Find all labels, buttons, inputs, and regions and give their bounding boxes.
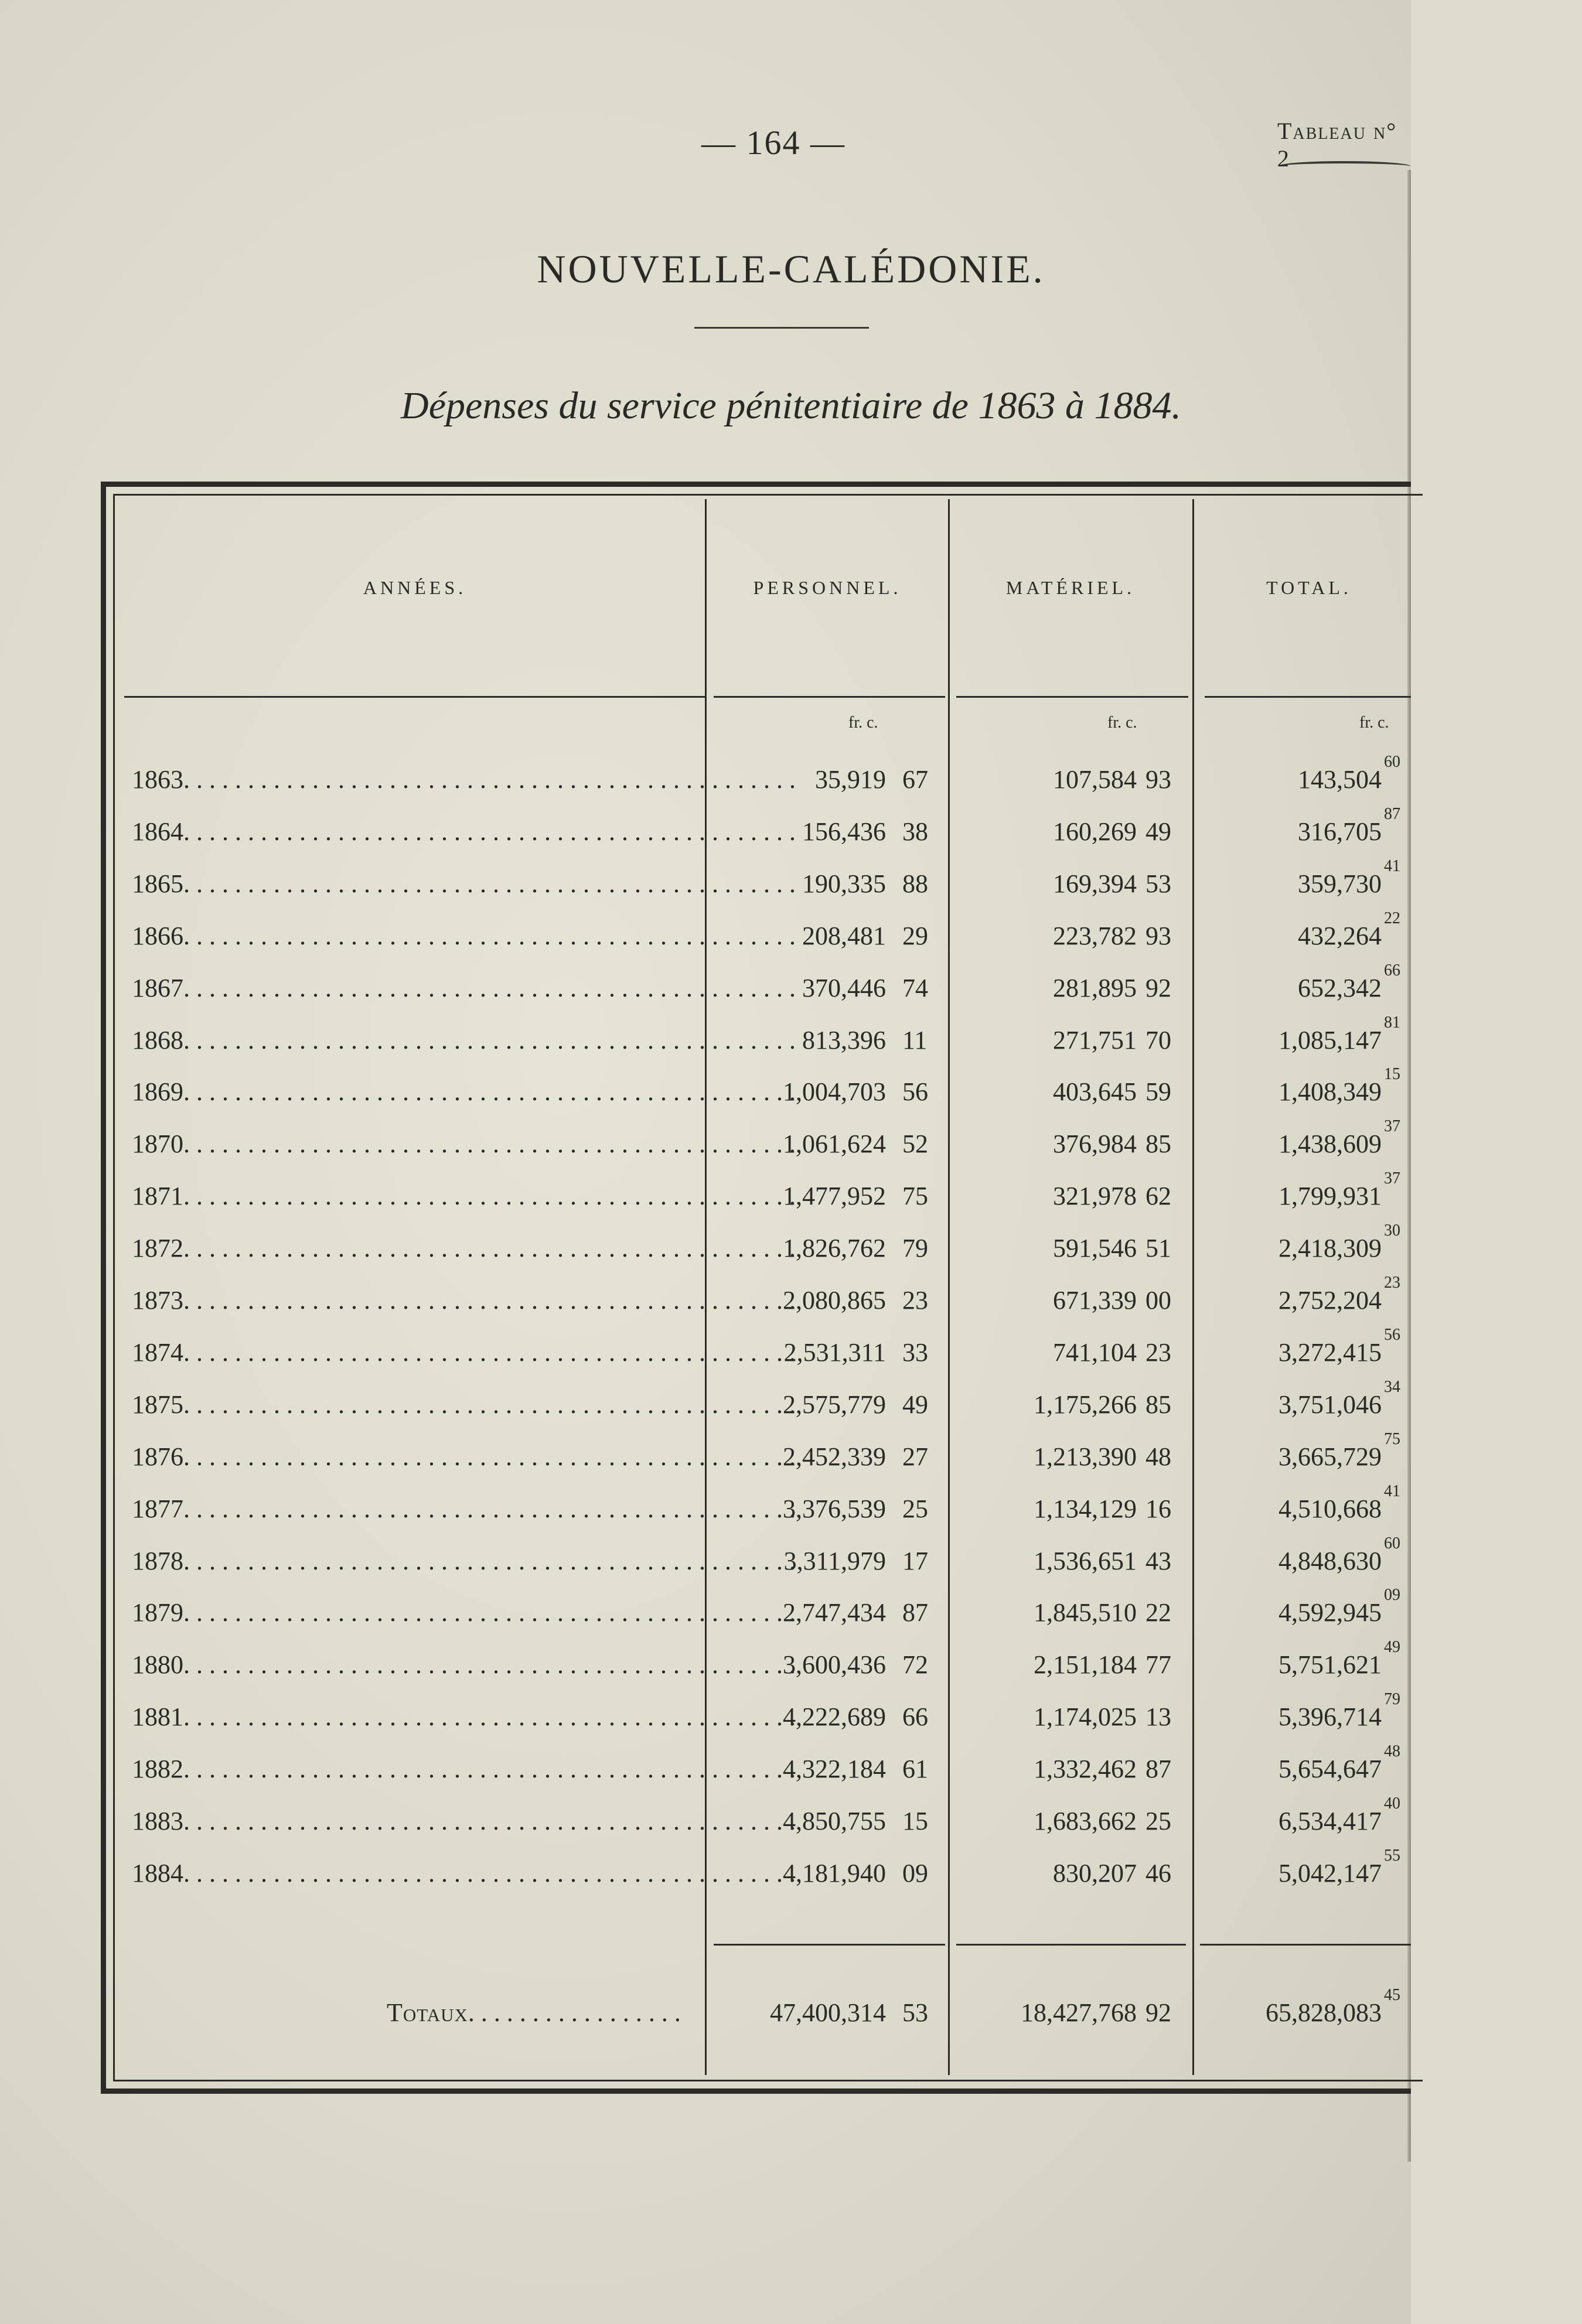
row-materiel-cents: 13 [1145,1702,1171,1731]
row-personnel: 2,080,865 [783,1286,886,1315]
row-materiel: 223,782 [1053,922,1137,950]
row-materiel-cents: 92 [1145,974,1171,1002]
title-rule [694,327,869,329]
row-materiel-cents: 46 [1145,1859,1171,1888]
row-year: 1863. . . . . . . . . . . . . . . . . . . . . . . . . . . . . . . . . . . . . . . . . . . . . . . . [132,765,796,794]
header-rule-annees [124,696,705,698]
row-personnel: 2,747,434 [783,1598,886,1627]
row-total: 1,438,609 [1278,1129,1382,1158]
totals-row [0,1986,1411,2049]
row-personnel-cents: 66 [902,1702,928,1731]
table-row [0,1013,1411,1077]
totals-personnel-cents: 53 [902,1998,928,2027]
row-year: 1875. . . . . . . . . . . . . . . . . . . . . . . . . . . . . . . . . . . . . . . . . . . . . . . . [132,1390,796,1419]
header-personnel: PERSONNEL. [753,577,902,598]
row-personnel-cents: 09 [902,1859,928,1888]
table-row [0,1221,1411,1285]
row-personnel: 1,826,762 [783,1234,886,1262]
leader-dots: . . . . . . . . . . . . . . . . . . . . . . . . . . . . . . . . . . . . . . . . . . . . . . . . [183,1390,796,1419]
table-row [0,1065,1411,1128]
row-total-cents: 60 [1384,753,1400,771]
totals-label: Totaux. . . . . . . . . . . . . . . . . [387,1998,681,2027]
table-row [0,1742,1411,1806]
row-year: 1872. . . . . . . . . . . . . . . . . . . . . . . . . . . . . . . . . . . . . . . . . . . . . . . . [132,1234,796,1262]
table-row [0,1690,1411,1753]
leader-dots: . . . . . . . . . . . . . . . . . . . . . . . . . . . . . . . . . . . . . . . . . . . . . . . . [183,922,796,950]
row-materiel: 591,546 [1053,1234,1137,1262]
table-row [0,1534,1411,1598]
row-personnel-cents: 27 [902,1442,928,1471]
row-personnel-cents: 74 [902,974,928,1002]
row-total: 359,730 [1298,869,1382,898]
row-materiel: 830,207 [1053,1859,1137,1888]
row-total-cents: 37 [1384,1169,1400,1187]
totals-rule-personnel [714,1944,945,1946]
row-total: 5,654,647 [1278,1755,1382,1783]
row-total-cents: 56 [1384,1326,1400,1344]
row-materiel: 1,174,025 [1034,1702,1137,1731]
totals-materiel: 18,427,768 [1021,1998,1137,2027]
row-materiel: 376,984 [1053,1129,1137,1158]
row-total: 143,504 [1298,765,1382,794]
leader-dots: . . . . . . . . . . . . . . . . . . . . . . . . . . . . . . . . . . . . . . . . . . . . . . . . [183,1494,796,1523]
row-year: 1868. . . . . . . . . . . . . . . . . . . . . . . . . . . . . . . . . . . . . . . . . . . . . . . . [132,1026,796,1054]
header-materiel: MATÉRIEL. [1005,577,1136,598]
row-materiel-cents: 53 [1145,869,1171,898]
row-year: 1881. . . . . . . . . . . . . . . . . . . . . . . . . . . . . . . . . . . . . . . . . . . . . . . . [132,1702,796,1731]
leader-dots: . . . . . . . . . . . . . . . . . . . . . . . . . . . . . . . . . . . . . . . . . . . . . . . . [183,817,796,846]
row-year: 1882. . . . . . . . . . . . . . . . . . . . . . . . . . . . . . . . . . . . . . . . . . . . . . . . [132,1755,796,1783]
row-materiel: 1,213,390 [1034,1442,1137,1471]
table-row [0,753,1411,816]
row-total-cents: 66 [1384,961,1400,980]
row-total-cents: 41 [1384,857,1400,875]
leader-dots: . . . . . . . . . . . . . . . . . [468,1998,681,2027]
row-personnel-cents: 49 [902,1390,928,1419]
row-total-cents: 41 [1384,1482,1400,1500]
row-personnel-cents: 38 [902,817,928,846]
row-total-cents: 60 [1384,1534,1400,1552]
row-materiel: 1,845,510 [1034,1598,1137,1627]
row-total-cents: 22 [1384,909,1400,927]
row-personnel: 813,396 [802,1026,886,1054]
row-personnel: 35,919 [815,765,886,794]
row-materiel-cents: 22 [1145,1598,1171,1627]
row-materiel-cents: 16 [1145,1494,1171,1523]
row-year: 1871. . . . . . . . . . . . . . . . . . . . . . . . . . . . . . . . . . . . . . . . . . . . . . . . [132,1182,796,1210]
header-total: TOTAL. [1266,577,1352,598]
row-year: 1864. . . . . . . . . . . . . . . . . . . . . . . . . . . . . . . . . . . . . . . . . . . . . . . . [132,817,796,846]
row-year: 1867. . . . . . . . . . . . . . . . . . . . . . . . . . . . . . . . . . . . . . . . . . . . . . . . [132,974,796,1002]
row-year: 1873. . . . . . . . . . . . . . . . . . . . . . . . . . . . . . . . . . . . . . . . . . . . . . . . [132,1286,796,1315]
tableau-rule [1277,161,1411,172]
row-personnel-cents: 52 [902,1129,928,1158]
row-personnel: 3,376,539 [783,1494,886,1523]
row-personnel-cents: 72 [902,1650,928,1679]
row-materiel-cents: 85 [1145,1390,1171,1419]
row-materiel-cents: 62 [1145,1182,1171,1210]
table-row [0,1274,1411,1337]
leader-dots: . . . . . . . . . . . . . . . . . . . . . . . . . . . . . . . . . . . . . . . . . . . . . . . . [183,1702,796,1731]
row-personnel-cents: 25 [902,1494,928,1523]
totals-rule-materiel [956,1944,1186,1946]
table-row [0,961,1411,1025]
row-materiel-cents: 23 [1145,1338,1171,1367]
row-total-cents: 15 [1384,1065,1400,1083]
row-total-cents: 30 [1384,1221,1400,1240]
row-materiel: 271,751 [1053,1026,1137,1054]
row-year: 1870. . . . . . . . . . . . . . . . . . . . . . . . . . . . . . . . . . . . . . . . . . . . . . . . [132,1129,796,1158]
row-total-cents: 23 [1384,1274,1400,1292]
leader-dots: . . . . . . . . . . . . . . . . . . . . . . . . . . . . . . . . . . . . . . . . . . . . . . . . [183,1338,796,1367]
row-total: 4,848,630 [1278,1547,1382,1575]
row-year: 1879. . . . . . . . . . . . . . . . . . . . . . . . . . . . . . . . . . . . . . . . . . . . . . . . [132,1598,796,1627]
row-materiel: 1,175,266 [1034,1390,1137,1419]
row-personnel: 156,436 [802,817,886,846]
table-row [0,857,1411,920]
row-total: 1,408,349 [1278,1077,1382,1106]
leader-dots: . . . . . . . . . . . . . . . . . . . . . . . . . . . . . . . . . . . . . . . . . . . . . . . . [183,1129,796,1158]
row-total-cents: 87 [1384,805,1400,823]
row-personnel-cents: 79 [902,1234,928,1262]
row-materiel: 169,394 [1053,869,1137,898]
row-total-cents: 48 [1384,1742,1400,1760]
row-year: 1883. . . . . . . . . . . . . . . . . . . . . . . . . . . . . . . . . . . . . . . . . . . . . . . . [132,1807,796,1835]
leader-dots: . . . . . . . . . . . . . . . . . . . . . . . . . . . . . . . . . . . . . . . . . . . . . . . . [183,1026,796,1054]
header-rule-materiel [956,696,1188,698]
row-total: 316,705 [1298,817,1382,846]
row-personnel: 1,477,952 [783,1182,886,1210]
row-total: 3,272,415 [1278,1338,1382,1367]
row-year: 1884. . . . . . . . . . . . . . . . . . . . . . . . . . . . . . . . . . . . . . . . . . . . . . . . [132,1859,796,1888]
leader-dots: . . . . . . . . . . . . . . . . . . . . . . . . . . . . . . . . . . . . . . . . . . . . . . . . [183,1859,796,1888]
row-materiel-cents: 93 [1145,922,1171,950]
row-total: 1,799,931 [1278,1182,1382,1210]
row-year: 1877. . . . . . . . . . . . . . . . . . . . . . . . . . . . . . . . . . . . . . . . . . . . . . . . [132,1494,796,1523]
row-personnel-cents: 61 [902,1755,928,1783]
table-row [0,1638,1411,1701]
leader-dots: . . . . . . . . . . . . . . . . . . . . . . . . . . . . . . . . . . . . . . . . . . . . . . . . [183,765,796,794]
row-personnel: 370,446 [802,974,886,1002]
row-personnel-cents: 11 [902,1026,928,1054]
row-total: 5,396,714 [1278,1702,1382,1731]
row-total: 5,042,147 [1278,1859,1382,1888]
row-personnel-cents: 88 [902,869,928,898]
row-materiel-cents: 93 [1145,765,1171,794]
row-year: 1876. . . . . . . . . . . . . . . . . . . . . . . . . . . . . . . . . . . . . . . . . . . . . . . . [132,1442,796,1471]
row-total: 2,418,309 [1278,1234,1382,1262]
row-personnel: 2,531,311 [783,1338,886,1367]
page-subtitle: Dépenses du service pénitentiaire de 1863 à 1884. [401,384,1181,427]
row-personnel-cents: 23 [902,1286,928,1315]
row-materiel-cents: 43 [1145,1547,1171,1575]
table-row [0,1794,1411,1858]
row-total: 3,751,046 [1278,1390,1382,1419]
row-personnel: 4,222,689 [783,1702,886,1731]
row-materiel-cents: 49 [1145,817,1171,846]
row-total: 432,264 [1298,922,1382,950]
row-personnel-cents: 29 [902,922,928,950]
row-total-cents: 49 [1384,1638,1400,1656]
row-personnel-cents: 15 [902,1807,928,1835]
row-personnel-cents: 17 [902,1547,928,1575]
leader-dots: . . . . . . . . . . . . . . . . . . . . . . . . . . . . . . . . . . . . . . . . . . . . . . . . [183,1650,796,1679]
page-number: — 164 — [701,124,845,162]
row-materiel: 1,332,462 [1034,1755,1137,1783]
table-row [0,1169,1411,1233]
leader-dots: . . . . . . . . . . . . . . . . . . . . . . . . . . . . . . . . . . . . . . . . . . . . . . . . [183,869,796,898]
row-total-cents: 40 [1384,1794,1400,1813]
row-materiel: 281,895 [1053,974,1137,1002]
leader-dots: . . . . . . . . . . . . . . . . . . . . . . . . . . . . . . . . . . . . . . . . . . . . . . . . [183,1807,796,1835]
row-year: 1869. . . . . . . . . . . . . . . . . . . . . . . . . . . . . . . . . . . . . . . . . . . . . . . . [132,1077,796,1106]
row-total-cents: 09 [1384,1586,1400,1604]
header-annees: ANNÉES. [363,577,467,598]
row-year: 1878. . . . . . . . . . . . . . . . . . . . . . . . . . . . . . . . . . . . . . . . . . . . . . . . [132,1547,796,1575]
row-materiel: 321,978 [1053,1182,1137,1210]
totals-personnel: 47,400,314 [770,1998,886,2027]
row-materiel-cents: 59 [1145,1077,1171,1106]
row-total: 2,752,204 [1278,1286,1382,1315]
row-personnel-cents: 67 [902,765,928,794]
row-personnel-cents: 56 [902,1077,928,1106]
row-materiel-cents: 77 [1145,1650,1171,1679]
row-total-cents: 81 [1384,1013,1400,1032]
row-total: 4,592,945 [1278,1598,1382,1627]
totals-materiel-cents: 92 [1145,1998,1171,2027]
header-rule-total [1205,696,1411,698]
table-row [0,1586,1411,1649]
row-materiel: 1,683,662 [1034,1807,1137,1835]
leader-dots: . . . . . . . . . . . . . . . . . . . . . . . . . . . . . . . . . . . . . . . . . . . . . . . . [183,1547,796,1575]
leader-dots: . . . . . . . . . . . . . . . . . . . . . . . . . . . . . . . . . . . . . . . . . . . . . . . . [183,974,796,1002]
row-total: 652,342 [1298,974,1382,1002]
row-total-cents: 79 [1384,1690,1400,1708]
row-personnel: 1,004,703 [783,1077,886,1106]
leader-dots: . . . . . . . . . . . . . . . . . . . . . . . . . . . . . . . . . . . . . . . . . . . . . . . . [183,1598,796,1627]
row-personnel: 3,311,979 [783,1547,886,1575]
table-row [0,909,1411,972]
row-materiel: 1,536,651 [1034,1547,1137,1575]
totals-total-cents: 45 [1384,1986,1400,2004]
row-total: 1,085,147 [1278,1026,1382,1054]
leader-dots: . . . . . . . . . . . . . . . . . . . . . . . . . . . . . . . . . . . . . . . . . . . . . . . . [183,1077,796,1106]
row-materiel-cents: 51 [1145,1234,1171,1262]
row-personnel: 4,322,184 [783,1755,886,1783]
tableau-reference: Tableau n° 2 [1277,118,1397,172]
row-year: 1874. . . . . . . . . . . . . . . . . . . . . . . . . . . . . . . . . . . . . . . . . . . . . . . . [132,1338,796,1367]
units-materiel: fr. c. [1107,714,1137,732]
row-personnel: 4,850,755 [783,1807,886,1835]
units-total: fr. c. [1359,714,1389,732]
table-row [0,1847,1411,1910]
row-personnel: 1,061,624 [783,1129,886,1158]
row-personnel: 2,452,339 [783,1442,886,1471]
totals-rule-total [1200,1944,1411,1946]
table-row [0,1326,1411,1389]
table-row [0,1378,1411,1441]
row-total-cents: 55 [1384,1847,1400,1865]
row-materiel-cents: 85 [1145,1129,1171,1158]
row-total: 5,751,621 [1278,1650,1382,1679]
row-materiel-cents: 25 [1145,1807,1171,1835]
row-year: 1866. . . . . . . . . . . . . . . . . . . . . . . . . . . . . . . . . . . . . . . . . . . . . . . . [132,922,796,950]
row-personnel: 190,335 [802,869,886,898]
row-year: 1865. . . . . . . . . . . . . . . . . . . . . . . . . . . . . . . . . . . . . . . . . . . . . . . . [132,869,796,898]
row-personnel: 2,575,779 [783,1390,886,1419]
row-materiel: 671,339 [1053,1286,1137,1315]
leader-dots: . . . . . . . . . . . . . . . . . . . . . . . . . . . . . . . . . . . . . . . . . . . . . . . . [183,1234,796,1262]
row-total-cents: 34 [1384,1378,1400,1396]
row-total-cents: 37 [1384,1117,1400,1135]
row-personnel-cents: 87 [902,1598,928,1627]
row-total-cents: 75 [1384,1430,1400,1448]
leader-dots: . . . . . . . . . . . . . . . . . . . . . . . . . . . . . . . . . . . . . . . . . . . . . . . . [183,1755,796,1783]
row-total: 4,510,668 [1278,1494,1382,1523]
row-materiel: 2,151,184 [1034,1650,1137,1679]
row-materiel: 403,645 [1053,1077,1137,1106]
table-row [0,805,1411,868]
row-materiel: 1,134,129 [1034,1494,1137,1523]
page-title: NOUVELLE-CALÉDONIE. [537,247,1045,291]
row-personnel-cents: 33 [902,1338,928,1367]
leader-dots: . . . . . . . . . . . . . . . . . . . . . . . . . . . . . . . . . . . . . . . . . . . . . . . . [183,1442,796,1471]
row-materiel-cents: 87 [1145,1755,1171,1783]
row-personnel: 3,600,436 [783,1650,886,1679]
row-materiel-cents: 00 [1145,1286,1171,1315]
leader-dots: . . . . . . . . . . . . . . . . . . . . . . . . . . . . . . . . . . . . . . . . . . . . . . . . [183,1182,796,1210]
row-materiel: 107,584 [1053,765,1137,794]
leader-dots: . . . . . . . . . . . . . . . . . . . . . . . . . . . . . . . . . . . . . . . . . . . . . . . . [183,1286,796,1315]
row-materiel: 741,104 [1053,1338,1137,1367]
totals-total: 65,828,083 [1266,1998,1382,2027]
row-total: 3,665,729 [1278,1442,1382,1471]
table-row [0,1482,1411,1545]
table-row [0,1430,1411,1493]
row-personnel-cents: 75 [902,1182,928,1210]
row-materiel-cents: 70 [1145,1026,1171,1054]
row-personnel: 208,481 [802,922,886,950]
row-year: 1880. . . . . . . . . . . . . . . . . . . . . . . . . . . . . . . . . . . . . . . . . . . . . . . . [132,1650,796,1679]
row-total: 6,534,417 [1278,1807,1382,1835]
table-row [0,1117,1411,1180]
row-personnel: 4,181,940 [783,1859,886,1888]
row-materiel-cents: 48 [1145,1442,1171,1471]
row-materiel: 160,269 [1053,817,1137,846]
header-rule-personnel [714,696,945,698]
units-personnel: fr. c. [848,714,878,732]
